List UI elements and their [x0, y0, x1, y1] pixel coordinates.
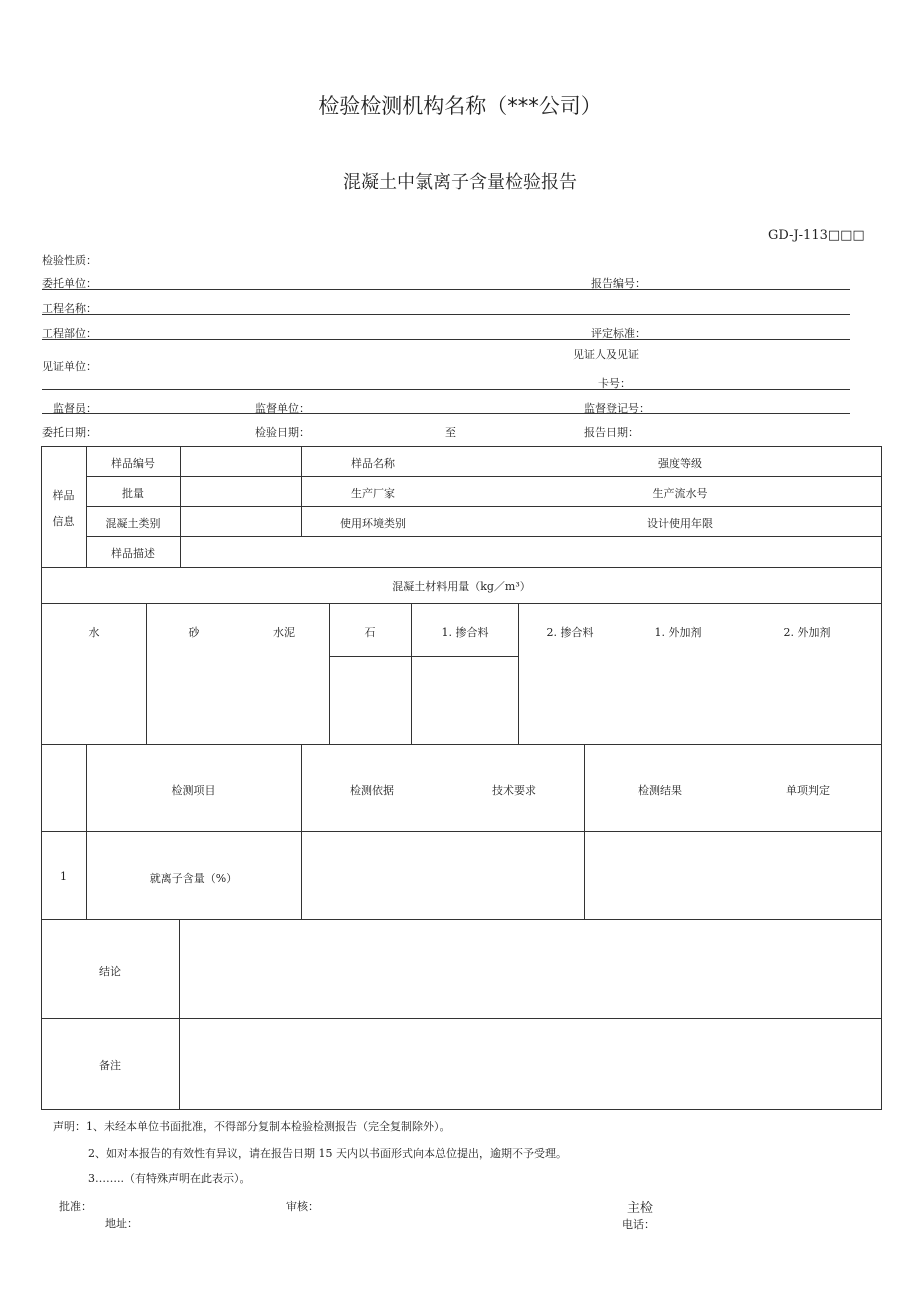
production-batch-label: 生产流水号 — [652, 487, 708, 500]
report-no-label: 报告编号： — [591, 277, 646, 290]
client-unit-label: 委托单位： — [42, 277, 97, 290]
additive-2-label: 2. 外加剂 — [783, 626, 831, 639]
strength-grade-label: 强度等级 — [658, 457, 702, 470]
witness-line — [42, 389, 850, 390]
phone-label: 电话： — [622, 1218, 655, 1231]
test-row-no: 1 — [60, 870, 67, 883]
stone-label: 石 — [364, 626, 376, 639]
sample-info-label-2: 信息 — [52, 515, 75, 528]
inspection-nature-label: 检验性质： — [42, 254, 97, 267]
form-code: GD-J-113□□□ — [768, 228, 865, 243]
date-to-label: 至 — [445, 426, 456, 439]
client-unit-line — [42, 289, 850, 290]
concrete-type-label: 混凝土类别 — [105, 517, 161, 530]
cement-label: 水泥 — [273, 626, 295, 639]
statement-1: 声明：1、未经本单位书面批准，不得部分复制本检验检测报告（完全复制除外）。 — [53, 1120, 451, 1133]
evaluation-standard-label: 评定标准： — [591, 327, 646, 340]
org-title: 检验检测机构名称（***公司） — [318, 94, 602, 118]
witness-person-label: 见证人及见证 — [573, 348, 639, 361]
materials-header: 混凝土材料用量（kg／m³） — [392, 580, 531, 593]
test-judgement-header: 单项判定 — [786, 784, 830, 797]
address-label: 地址： — [105, 1217, 138, 1230]
sample-name-label: 样品名称 — [351, 457, 395, 470]
statement-2: 2、如对本报告的有效性有异议，请在报告日期 15 天内以书面形式向本总位提出，逾期不予受理。 — [88, 1147, 567, 1160]
report-title: 混凝土中氯离子含量检验报告 — [343, 172, 577, 193]
sample-description-label: 样品描述 — [111, 547, 155, 560]
supervision-reg-label: 监督登记号： — [584, 402, 650, 415]
test-date-label: 检验日期： — [255, 426, 310, 439]
conclusion-label: 结论 — [99, 965, 121, 978]
sand-label: 砂 — [188, 626, 200, 639]
test-row-item: 就离子含量（%） — [149, 872, 238, 885]
admixture-1-label: 1. 掺合料 — [441, 626, 489, 639]
environment-label: 使用环境类别 — [340, 517, 406, 530]
batch-label: 批量 — [122, 487, 144, 500]
project-name-line — [42, 314, 850, 315]
remarks-label: 备注 — [99, 1059, 121, 1072]
approve-label: 批准： — [59, 1200, 92, 1213]
statement-3: 3……..（有特殊声明在此表示）。 — [88, 1172, 251, 1185]
manufacturer-label: 生产厂家 — [351, 487, 395, 500]
additive-1-label: 1. 外加剂 — [654, 626, 702, 639]
admixture-2-label: 2. 掺合料 — [546, 626, 594, 639]
water-label: 水 — [88, 626, 100, 639]
test-basis-header: 检测依据 — [350, 784, 394, 797]
supervisor-label: 监督员： — [53, 402, 97, 415]
project-part-label: 工程部位： — [42, 327, 97, 340]
witness-card-label: 卡号： — [598, 377, 631, 390]
report-date-label: 报告日期： — [584, 426, 639, 439]
review-label: 审核： — [286, 1200, 319, 1213]
project-part-line — [42, 339, 850, 340]
project-name-label: 工程名称： — [42, 302, 97, 315]
design-life-label: 设计使用年限 — [647, 517, 713, 530]
commission-date-label: 委托日期： — [42, 426, 97, 439]
test-requirement-header: 技术要求 — [492, 784, 536, 797]
supervision-unit-label: 监督单位： — [255, 402, 310, 415]
witness-unit-label: 见证单位： — [42, 360, 97, 373]
sample-info-label-1: 样品 — [52, 489, 75, 502]
supervision-line — [42, 413, 850, 414]
test-item-header: 检测项目 — [171, 784, 216, 797]
chief-inspector-label: 主检 — [627, 1201, 654, 1216]
sample-no-label: 样品编号 — [111, 457, 155, 470]
test-result-header: 检测结果 — [638, 784, 682, 797]
